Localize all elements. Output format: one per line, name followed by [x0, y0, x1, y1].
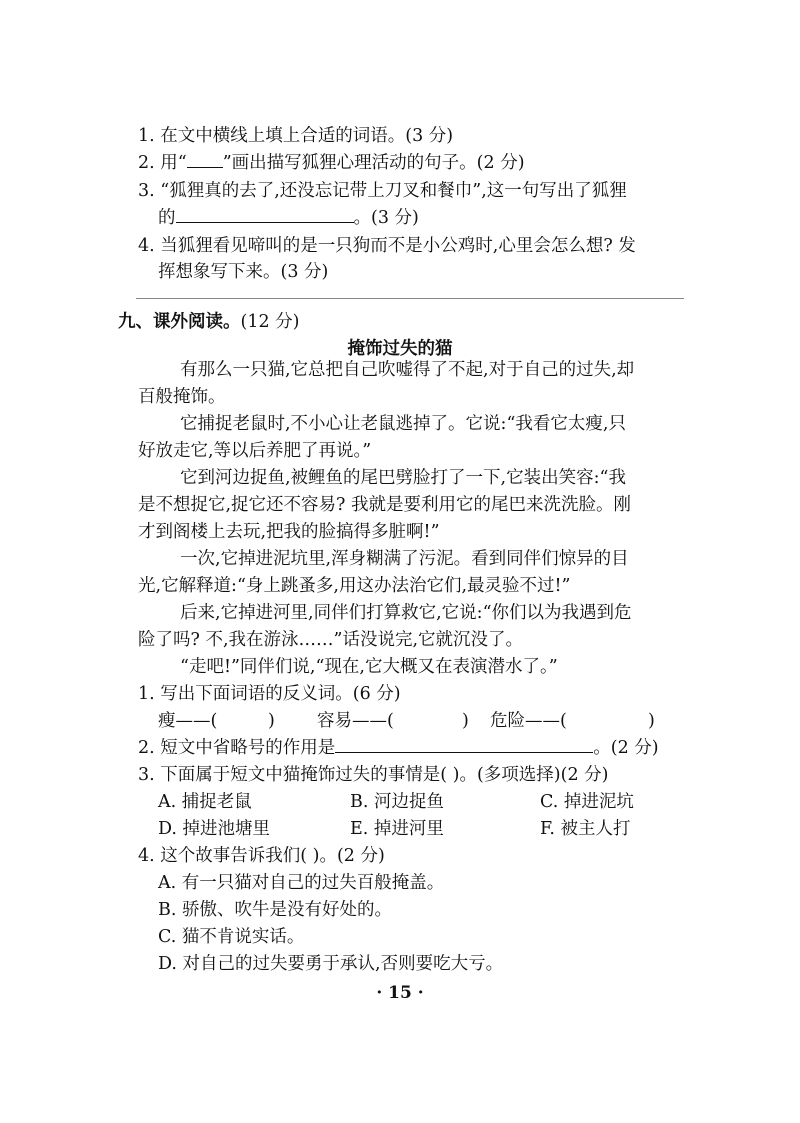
reading-question-1: 1. 写出下面词语的反义词。(6 分) — [138, 684, 401, 704]
option-a[interactable]: A. 捕捉老鼠 — [158, 792, 252, 812]
answer-blank[interactable] — [335, 751, 593, 753]
question-3-continued — [158, 210, 419, 228]
option-d[interactable]: D. 掉进池塘里 — [158, 819, 271, 839]
question-3-prefix: 的 — [158, 208, 176, 228]
page-number: · 15 · — [376, 983, 424, 1003]
story-line: 后来,它掉进河里,同伴们打算救它,它说:“你们以为我遇到危 — [180, 603, 632, 623]
story-line: 好放走它,等以后养肥了再说。” — [138, 441, 372, 461]
divider-line — [136, 298, 684, 299]
question-4: 4. 当狐狸看见啼叫的是一只狗而不是小公鸡时,心里会怎么想? 发 — [138, 236, 636, 256]
option-d[interactable]: D. 对自己的过失要勇于承认,否则要吃大亏。 — [158, 954, 504, 974]
antonym-item-2: 容易——( — [317, 711, 394, 731]
story-line: 百般掩饰。 — [138, 387, 226, 407]
story-line: 险了吗? 不,我在游泳……”话没说完,它就沉没了。 — [138, 630, 524, 650]
question-4-continued: 挥想象写下来。(3 分) — [158, 262, 329, 282]
antonym-close-2: ) — [462, 711, 469, 731]
reading-question-4: 4. 这个故事告诉我们( )。(2 分) — [138, 846, 385, 866]
story-line: 光,它解释道:“身上跳蚤多,用这办法治它们,最灵验不过!” — [138, 576, 571, 596]
option-b[interactable]: B. 骄傲、吹牛是没有好处的。 — [158, 900, 392, 920]
question-3: 3. “狐狸真的去了,还没忘记带上刀叉和餐巾”,这一句写出了狐狸 — [138, 181, 627, 201]
story-line: 一次,它掉进泥坑里,浑身糊满了污泥。看到同伴们惊异的目 — [180, 549, 629, 569]
section-heading — [118, 308, 300, 333]
option-e[interactable]: E. 掉进河里 — [350, 819, 444, 839]
option-b[interactable]: B. 河边捉鱼 — [350, 792, 444, 812]
story-title: 掩饰过失的猫 — [347, 339, 453, 359]
option-a[interactable]: A. 有一只猫对自己的过失百般掩盖。 — [158, 873, 445, 893]
question-2-prefix: 2. 用“ — [138, 153, 187, 173]
question-2-suffix: 。(2 分) — [593, 738, 659, 758]
question-1: 1. 在文中横线上填上合适的词语。(3 分) — [138, 126, 454, 146]
option-c[interactable]: C. 猫不肯说实话。 — [158, 927, 305, 947]
antonym-close-3: ) — [648, 711, 655, 731]
underline-sample — [187, 166, 223, 168]
story-line: 它捕捉老鼠时,不小心让老鼠逃掉了。它说:“我看它太瘦,只 — [180, 414, 626, 434]
reading-question-2 — [138, 740, 659, 758]
antonym-item-3: 危险——( — [490, 711, 567, 731]
option-c[interactable]: C. 掉进泥坑 — [540, 792, 634, 812]
antonym-close-1: ) — [268, 711, 275, 731]
story-line: 有那么一只猫,它总把自己吹嘘得了不起,对于自己的过失,却 — [180, 360, 635, 380]
option-f[interactable]: F. 被主人打 — [540, 819, 631, 839]
antonym-item-1: 瘦——( — [158, 711, 218, 731]
reading-question-3: 3. 下面属于短文中猫掩饰过失的事情是( )。(多项选择)(2 分) — [138, 765, 609, 785]
question-2 — [138, 155, 525, 173]
story-line: “走吧!”同伴们说,“现在,它大概又在表演潜水了。” — [180, 657, 558, 677]
answer-blank[interactable] — [176, 221, 354, 223]
story-line: 才到阁楼上去玩,把我的脸搞得多脏啊!” — [138, 522, 440, 542]
story-line: 是不想捉它,捉它还不容易? 我就是要利用它的尾巴来洗洗脸。刚 — [138, 495, 632, 515]
question-2-prefix: 2. 短文中省略号的作用是 — [138, 738, 336, 758]
story-line: 它到河边捉鱼,被鲤鱼的尾巴劈脸打了一下,它装出笑容:“我 — [180, 468, 626, 488]
section-score: (12 分) — [240, 312, 300, 332]
question-2-suffix: ”画出描写狐狸心理活动的句子。(2 分) — [222, 153, 525, 173]
question-3-suffix: 。(3 分) — [353, 208, 419, 228]
section-label: 九、课外阅读。 — [118, 312, 241, 332]
